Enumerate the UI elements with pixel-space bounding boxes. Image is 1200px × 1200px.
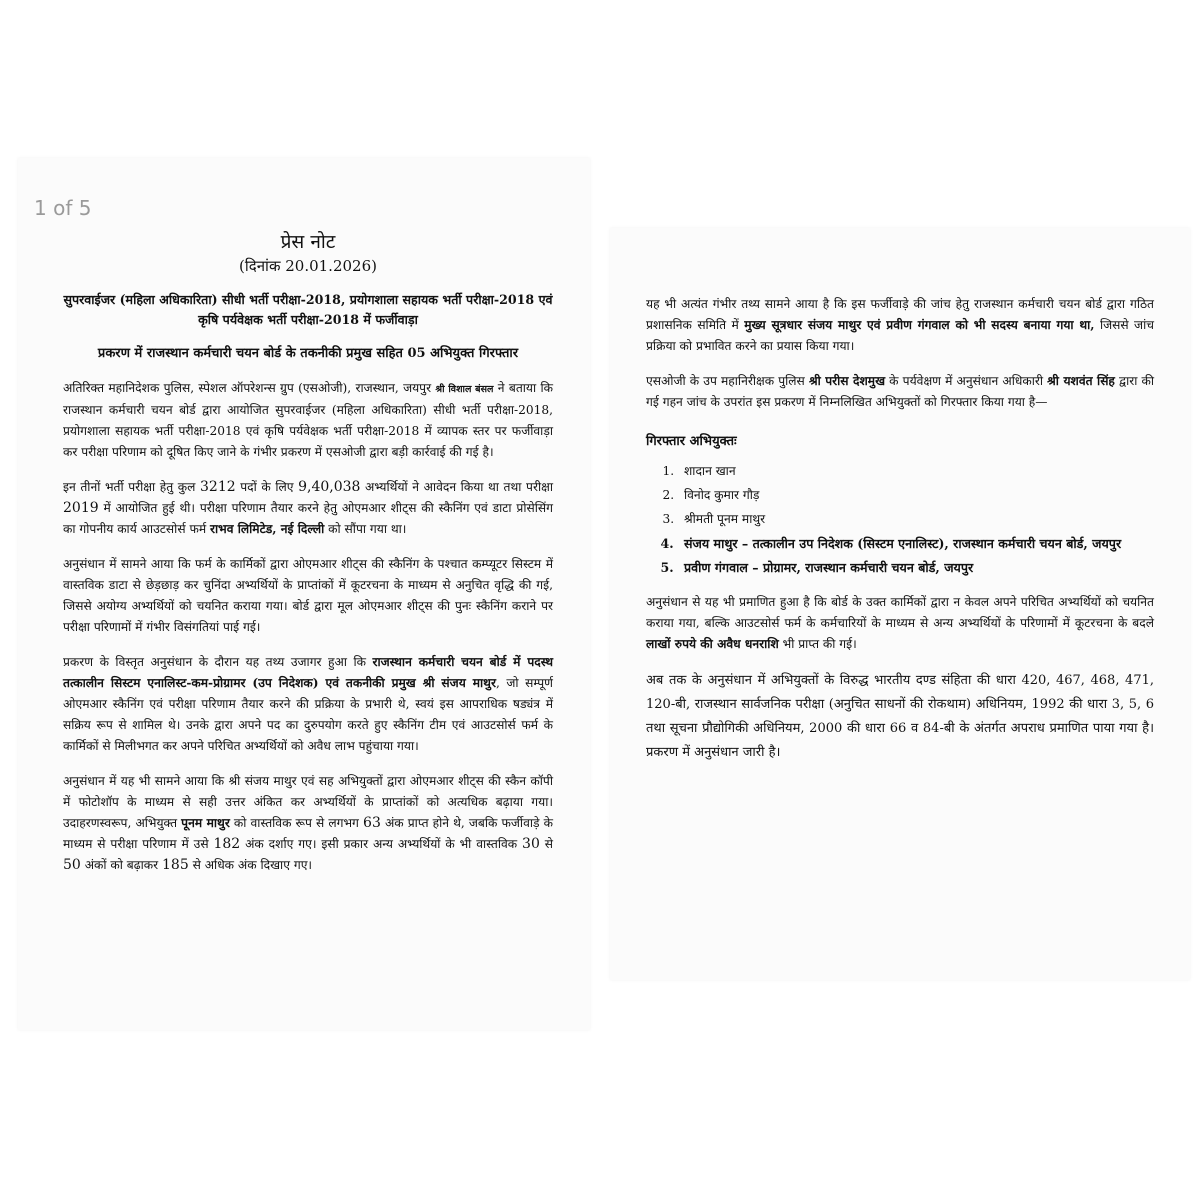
highlight: लाखों रुपये की अवैध धनराशि [646, 637, 779, 651]
text: द्वारा की गई गहन जांच के उपरांत इस प्रकरण में निम्नलिखित अभियुक्तों को गिरफ्तार किया गया है— [646, 374, 1155, 409]
text: अनुसंधान से यह भी प्रमाणित हुआ है कि बोर्ड के उक्त कार्मिकों द्वारा न केवल अपने परिचित अभ्यर्थियों को चयनित कराया गया, बल्कि आउटसोर्स फर्म के कर्मचारियों के माध्यम से अन्य अभ्यर्थियों के परिणामों में कूटरचना के बदले [646, 595, 1154, 630]
text: से [539, 837, 553, 851]
list-item: 1. शादान खान [678, 461, 1154, 482]
investigator-name: श्री यशवंत सिंह [1047, 374, 1115, 388]
text: अनुसंधान में यह भी सामने आया कि श्री संजय माथुर एवं सह अभियुक्तों द्वारा ओएमआर शीट्स की स्कैन कॉपी में फोटोशॉप के माध्यम से सही उत्तर अंकित कर अभ्यर्थियों के प्राप्तांकों को अत्यधिक बढ़ाया गया। उदाहरणस्वरूप, अभियुक्त [63, 774, 553, 830]
marks-shown: 182 [213, 836, 241, 852]
text: में आयोजित हुई थी। परीक्षा परिणाम तैयार करने हेतु ओएमआर शीट्स की स्कैनिंग एवं डाटा प्रोसेसिंग का गोपनीय कार्य आउटसोर्स फर्म [63, 501, 553, 536]
text: अंकों को बढ़ाकर [80, 858, 162, 872]
text: अभ्यर्थियों ने आवेदन किया था तथा परीक्षा [360, 480, 553, 494]
supervisor-name: श्री परीस देशमुख [808, 374, 886, 388]
paragraph-3 [646, 592, 1154, 655]
text: भी प्राप्त की गई। [778, 637, 857, 651]
paragraph-1 [646, 294, 1154, 357]
page-counter: 1 of 5 [34, 196, 92, 220]
paragraph-1 [63, 378, 553, 463]
exam-year: 2019 [63, 500, 99, 516]
text: को वास्तविक रूप से लगभग [229, 816, 364, 830]
list-item: 5. प्रवीण गंगवाल – प्रोग्रामर, राजस्थान कर्मचारी चयन बोर्ड, जयपुर [678, 557, 1154, 578]
text: से अधिक अंक दिखाए गए। [188, 858, 313, 872]
accused-name: पूनम माथुर [181, 816, 230, 830]
paragraph-4 [63, 652, 553, 757]
text: पदों के लिए [235, 480, 299, 494]
document-page-left [18, 158, 590, 1030]
text: के पर्यवेक्षण में अनुसंधान अधिकारी [885, 374, 1048, 388]
paragraph-4: अब तक के अनुसंधान में अभियुक्तों के विरुद्ध भारतीय दण्ड संहिता की धारा 420, 467, 468, 471, 120-बी, राजस्थान सार्वजनिक परीक्षा (अनुचित साधनों की रोकथाम) अधिनियम, 1992 की धारा 3, 5, 6 तथा सूचना प्रौद्योगिकी अधिनियम, 2000 की धारा 66 व 84-बी के अंतर्गत अपराध प्रमाणित पाया गया है। प्रकरण में अनुसंधान जारी है। [646, 673, 1154, 760]
accused-list [646, 461, 1154, 578]
paragraph-5 [63, 771, 553, 876]
list-item: 3. श्रीमती पूनम माथुर [678, 509, 1154, 530]
text: इन तीनों भर्ती परीक्षा हेतु कुल [63, 480, 201, 494]
text: जिससे जांच प्रक्रिया को प्रभावित करने का प्रयास किया गया। [646, 318, 1154, 353]
text: अंक दर्शाए गए। इसी प्रकार अन्य अभ्यर्थियों के भी वास्तविक [240, 837, 523, 851]
text: ने बताया कि राजस्थान कर्मचारी चयन बोर्ड द्वारा आयोजित सुपरवाईजर (महिला अधिकारिता) सीधी भर्ती परीक्षा-2018, प्रयोगशाला सहायक भर्ती परीक्षा-2018 एवं कृषि पर्यवेक्षक भर्ती परीक्षा-2018 में व्यापक स्तर पर फर्जीवाड़ा कर परीक्षा परिणाम को दूषित किए जाने के गंभीर प्रकरण में एसओजी द्वारा बड़ी कार्रवाई की गई है। [63, 381, 553, 459]
marks-high: 50 [63, 857, 81, 873]
press-note-subtitle: सुपरवाईजर (महिला अधिकारिता) सीधी भर्ती परीक्षा-2018, प्रयोगशाला सहायक भर्ती परीक्षा-2018 एवं कृषि पर्यवेक्षक भर्ती परीक्षा-2018 में फर्जीवाड़ा [63, 292, 553, 327]
list-item: 4. संजय माथुर – तत्कालीन उप निदेशक (सिस्टम एनालिस्ट), राजस्थान कर्मचारी चयन बोर्ड, जयपुर [678, 533, 1154, 554]
document-page-right [610, 228, 1190, 980]
highlight: मुख्य सूत्रधार संजय माथुर एवं प्रवीण गंगवाल को भी सदस्य बनाया गया था, [744, 318, 1095, 332]
page-content [63, 228, 553, 890]
marks-low: 30 [522, 836, 540, 852]
posts-count: 3212 [200, 479, 236, 495]
text: यह भी अत्यंत गंभीर तथ्य सामने आया है कि इस फर्जीवाड़े की जांच हेतु राजस्थान कर्मचारी चयन बोर्ड द्वारा गठित प्रशासनिक समिति में [646, 297, 1154, 332]
text: एसओजी के उप महानिरीक्षक पुलिस [646, 374, 809, 388]
paragraph-3: अनुसंधान में सामने आया कि फर्म के कार्मिकों द्वारा ओएमआर शीट्स की स्कैनिंग के पश्चात कम्प्यूटर सिस्टम में वास्तविक डाटा से छेड़छाड़ कर चुनिंदा अभ्यर्थियों के प्राप्तांकों में कूटरचना के माध्यम से अनुचित वृद्धि की गई, जिससे अयोग्य अभ्यर्थियों को चयनित कराया गया। बोर्ड द्वारा मूल ओएमआर शीट्स की पुनः स्कैनिंग कराने पर परीक्षा परिणामों में गंभीर विसंगतियां पाई गई। [63, 557, 553, 634]
text: अंक प्राप्त होने थे, जबकि फर्जीवाड़े के माध्यम से परीक्षा परिणाम में उसे [63, 816, 553, 851]
press-note-date: (दिनांक 20.01.2026) [239, 257, 377, 275]
arrested-heading: गिरफ्तार अभियुक्तः [646, 434, 737, 449]
accused-highlight: राजस्थान कर्मचारी चयन बोर्ड में पदस्थ तत्कालीन सिस्टम एनालिस्ट-कम-प्रोग्रामर (उप निदेशक) एवं तकनीकी प्रमुख श्री संजय माथुर [63, 655, 553, 690]
officer-name: श्री विशाल बंसल [435, 384, 494, 395]
press-note-headline: प्रकरण में राजस्थान कर्मचारी चयन बोर्ड के तकनीकी प्रमुख सहित 05 अभियुक्त गिरफ्तार [97, 346, 519, 361]
list-item: 2. विनोद कुमार गौड़ [678, 485, 1154, 506]
page-content [646, 294, 1154, 779]
text: अतिरिक्त महानिदेशक पुलिस, स्पेशल ऑपरेशन्स ग्रुप (एसओजी), राजस्थान, जयपुर [63, 381, 436, 395]
text: , जो सम्पूर्ण ओएमआर स्कैनिंग एवं परीक्षा परिणाम तैयार करने की प्रक्रिया के प्रभारी थे, स्वयं इस आपराधिक षड्यंत्र में सक्रिय रूप से शामिल थे। उनके द्वारा अपने पद का दुरुपयोग करते हुए स्कैनिंग टीम एवं आउटसोर्स फर्म के कार्मिकों से मिलीभगत कर अपने परिचित अभ्यर्थियों को अवैध लाभ पहुंचाया गया। [63, 676, 553, 753]
firm-name: राभव लिमिटेड, नई दिल्ली [210, 522, 325, 536]
text: को सौंपा गया था। [324, 522, 407, 536]
text: प्रकरण के विस्तृत अनुसंधान के दौरान यह तथ्य उजागर हुआ कि [63, 655, 373, 669]
press-note-title: प्रेस नोट [280, 231, 336, 253]
marks-actual: 63 [363, 815, 381, 831]
applicants-count: 9,40,038 [298, 479, 361, 495]
marks-inflated: 185 [162, 857, 189, 873]
paragraph-2 [63, 477, 553, 540]
paragraph-2 [646, 371, 1154, 413]
